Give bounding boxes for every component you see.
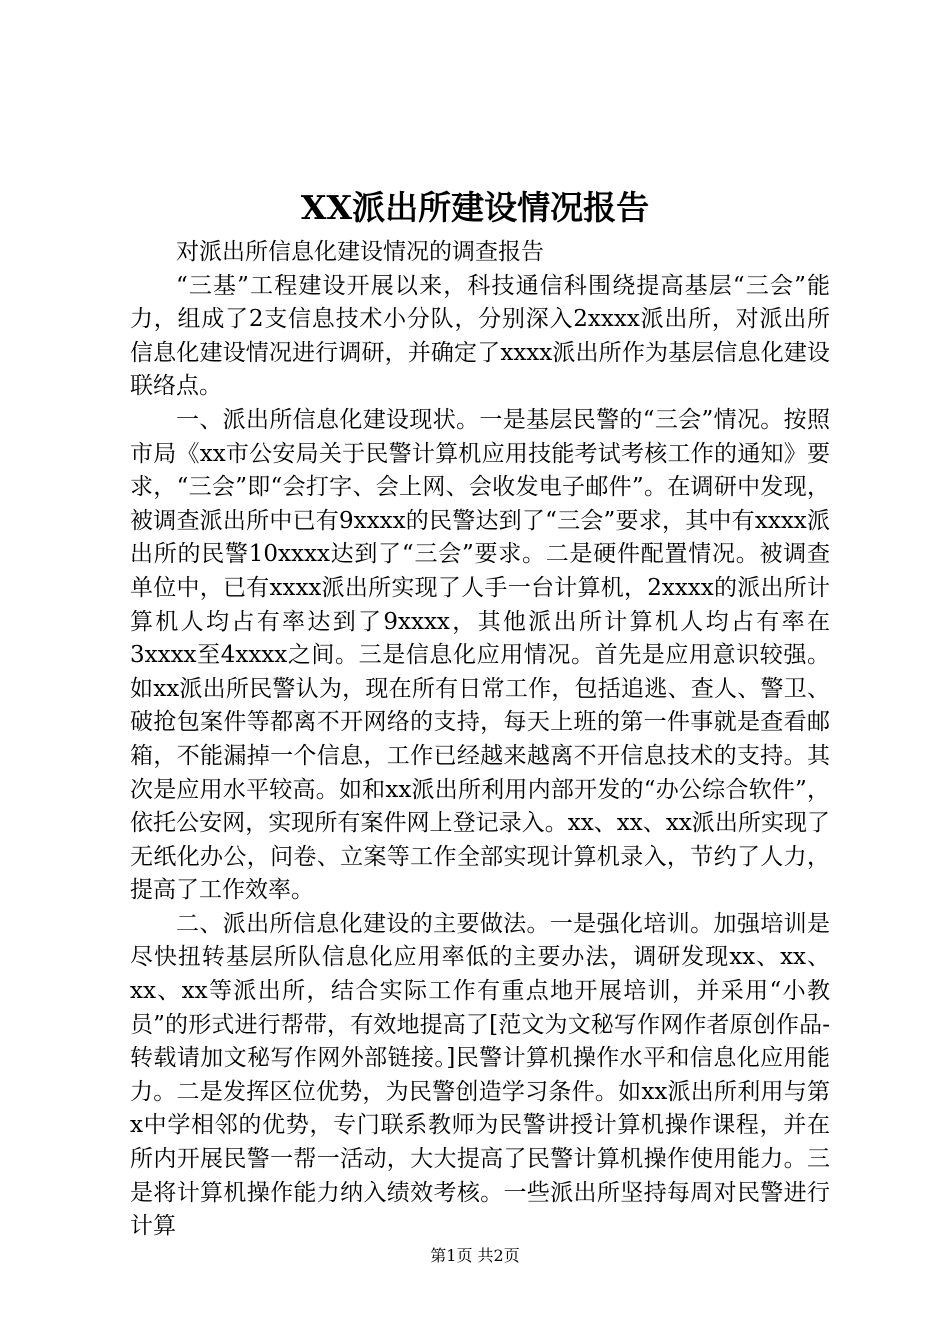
paragraph-section-two: 二、派出所信息化建设的主要做法。一是强化培训。加强培训是尽快扭转基层所队信息化应用率低的主要办法，调研发现xx、xx、xx、xx等派出所，结合实际工作有重点地开展培训，并采用“小教员”的形式进行帮带，有效地提高了[范文为文秘写作网作者原创作品-转载请加文秘写作网外部链接。]民警计算机操作水平和信息化应用能力。二是发挥区位优势，为民警创造学习条件。如xx派出所利用与第x中学相邻的优势，专门联系教师为民警讲授计算机操作课程，并在所内开展民警一帮一活动，大大提高了民警计算机操作使用能力。三是将计算机操作能力纳入绩效考核。一些派出所坚持每周对民警进行计算 [130, 910, 830, 1240]
document-body [130, 236, 830, 1244]
paragraph-subtitle: 对派出所信息化建设情况的调查报告 [176, 239, 544, 265]
document-title: XX派出所建设情况报告 [300, 188, 650, 227]
paragraph-intro: “三基”工程建设开展以来，科技通信科围绕提高基层“三会”能力，组成了2支信息技术小分队，分别深入2xxxx派出所，对派出所信息化建设情况进行调研，并确定了xxxx派出所作为基层信息化建设联络点。 [130, 272, 830, 400]
page-footer: 第1页 共2页 [430, 1246, 520, 1265]
paragraph-section-one: 一、派出所信息化建设现状。一是基层民警的“三会”情况。按照市局《xx市公安局关于民警计算机应用技能考试考核工作的通知》要求，“三会”即“会打字、会上网、会收发电子邮件”。在调研中发现，被调查派出所中已有9xxxx的民警达到了“三会”要求，其中有xxxx派出所的民警10xxxx达到了“三会”要求。二是硬件配置情况。被调查单位中，已有xxxx派出所实现了人手一台计算机，2xxxx的派出所计算机人均占有率达到了9xxxx，其他派出所计算机人均占有率在3xxxx至4xxxx之间。三是信息化应用情况。首先是应用意识较强。如xx派出所民警认为，现在所有日常工作，包括追逃、查人、警卫、破抢包案件等都离不开网络的支持，每天上班的第一件事就是查看邮箱，不能漏掉一个信息，工作已经越来越离不开信息技术的支持。其次是应用水平较高。如和xx派出所利用内部开发的“办公综合软件”，依托公安网，实现所有案件网上登记录入。xx、xx、xx派出所实现了无纸化办公，问卷、立案等工作全部实现计算机录入，节约了人力，提高了工作效率。 [130, 406, 830, 904]
